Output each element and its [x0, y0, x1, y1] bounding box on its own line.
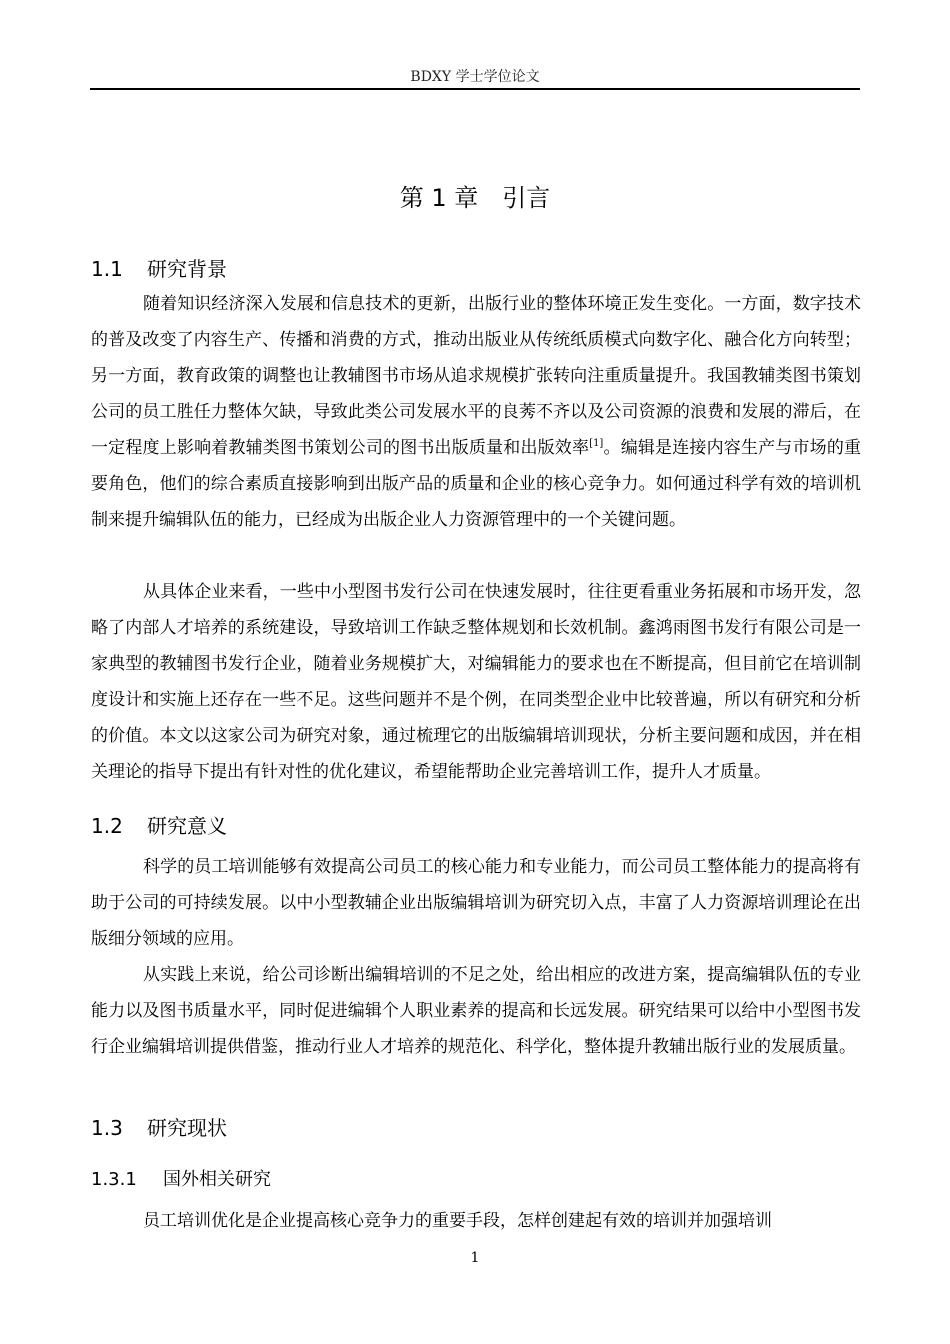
- paragraph-significance-1: 科学的员工培训能够有效提高公司员工的核心能力和专业能力，而公司员工整体能力的提高将有助于公司的可持续发展。以中小型教辅企业出版编辑培训为研究切入点，丰富了人力资源培训理论在出版细分领域的应用。: [91, 857, 861, 949]
- section-title: 研究背景: [147, 257, 227, 281]
- section-heading-1-1: [91, 253, 227, 282]
- paragraph-text: 随着知识经济深入发展和信息技术的更新，出版行业的整体环境正发生变化。一方面，数字技术的普及改变了内容生产、传播和消费的方式，推动出版业从传统纸质模式向数字化、融合化方向转型；另一方面，教育政策的调整也让教辅图书市场从追求规模扩张转向注重质量提升。我国教辅类图书策划公司的员工胜任力整体欠缺，导致此类公司发展水平的良莠不齐以及公司资源的浪费和发展的滞后，在一定程度上影响着教辅类图书策划公司的图书出版质量和出版效率: [91, 294, 861, 458]
- chapter-name: 引言: [502, 184, 551, 212]
- section-number: 1.2: [91, 814, 123, 838]
- section-heading-1-2: [91, 810, 227, 839]
- subsection-heading-1-3-1: [91, 1165, 271, 1191]
- citation-marker: [1]: [589, 438, 604, 449]
- chapter-number: 第 1 章: [399, 184, 479, 212]
- paragraph-significance-2: 从实践上来说，给公司诊断出编辑培训的不足之处，给出相应的改进方案，提高编辑队伍的专业能力以及图书质量水平，同时促进编辑个人职业素养的提高和长远发展。研究结果可以给中小型图书发行企业编辑培训提供借鉴，推动行业人才培养的规范化、科学化，整体提升教辅出版行业的发展质量。: [91, 965, 861, 1057]
- chapter-title: [90, 178, 860, 213]
- paragraph-background-2: 从具体企业来看，一些中小型图书发行公司在快速发展时，往往更看重业务拓展和市场开发，忽略了内部人才培养的系统建设，导致培训工作缺乏整体规划和长效机制。鑫鸿雨图书发行有限公司是一家典型的教辅图书发行企业，随着业务规模扩大，对编辑能力的要求也在不断提高，但目前它在培训制度设计和实施上还存在一些不足。这些问题并不是个例，在同类型企业中比较普遍，所以有研究和分析的价值。本文以这家公司为研究对象，通过梳理它的出版编辑培训现状，分析主要问题和成因，并在相关理论的指导下提出有针对性的优化建议，希望能帮助企业完善培训工作，提升人才质量。: [91, 582, 861, 782]
- section-heading-1-3: [91, 1112, 227, 1141]
- subsection-number: 1.3.1: [91, 1169, 137, 1190]
- page-number: 1: [470, 1250, 480, 1266]
- section-number: 1.3: [91, 1116, 123, 1140]
- running-header: BDXY 学士学位论文: [410, 69, 540, 85]
- section-title: 研究意义: [147, 814, 227, 838]
- header-rule: [90, 88, 860, 90]
- section-number: 1.1: [91, 257, 123, 281]
- subsection-title: 国外相关研究: [163, 1169, 271, 1190]
- paragraph-text: 。编辑是连接内容生产与市场的重要角色，他们的综合素质直接影响到出版产品的质量和企业的核心竞争力。如何通过科学有效的培训机制来提升编辑队伍的能力，已经成为出版企业人力资源管理中的一个关键问题。: [91, 438, 862, 530]
- section-title: 研究现状: [147, 1116, 227, 1140]
- paragraph-foreign-research-1: 员工培训优化是企业提高核心竞争力的重要手段，怎样创建起有效的培训并加强培训: [143, 1211, 772, 1231]
- paragraph-background-1: [91, 286, 861, 538]
